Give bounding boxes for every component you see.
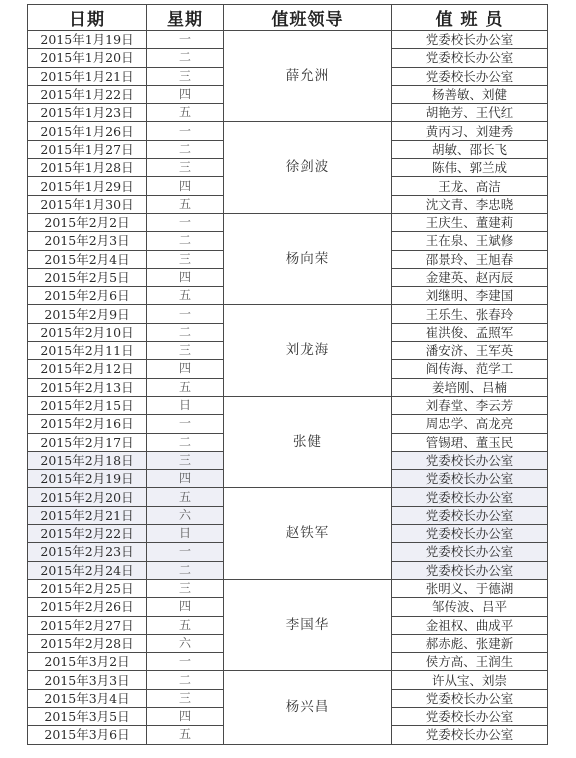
staff-cell: 金建英、赵丙辰 — [392, 268, 548, 286]
weekday-cell: 一 — [147, 305, 224, 323]
date-cell: 2015年2月3日 — [28, 232, 147, 250]
weekday-cell: 五 — [147, 726, 224, 744]
date-cell: 2015年2月15日 — [28, 396, 147, 414]
date-cell: 2015年2月24日 — [28, 561, 147, 579]
table-row — [28, 31, 548, 49]
date-cell: 2015年1月26日 — [28, 122, 147, 140]
date-cell: 2015年2月23日 — [28, 543, 147, 561]
weekday-cell: 四 — [147, 360, 224, 378]
staff-cell: 邹传波、吕平 — [392, 598, 548, 616]
staff-cell: 邵景玲、王旭春 — [392, 250, 548, 268]
date-cell: 2015年1月30日 — [28, 195, 147, 213]
date-cell: 2015年2月21日 — [28, 506, 147, 524]
weekday-cell: 一 — [147, 543, 224, 561]
weekday-cell: 五 — [147, 195, 224, 213]
date-cell: 2015年2月13日 — [28, 378, 147, 396]
staff-cell: 周忠学、高龙亮 — [392, 415, 548, 433]
staff-cell: 管锡珺、董玉民 — [392, 433, 548, 451]
weekday-cell: 六 — [147, 634, 224, 652]
weekday-cell: 二 — [147, 232, 224, 250]
staff-cell: 王庆生、董建莉 — [392, 213, 548, 231]
date-cell: 2015年2月22日 — [28, 525, 147, 543]
date-cell: 2015年2月27日 — [28, 616, 147, 634]
date-cell: 2015年2月4日 — [28, 250, 147, 268]
staff-cell: 黄丙习、刘建秀 — [392, 122, 548, 140]
staff-cell: 杨善敏、刘健 — [392, 85, 548, 103]
weekday-cell: 五 — [147, 378, 224, 396]
date-cell: 2015年1月21日 — [28, 67, 147, 85]
staff-cell: 胡敏、邵长飞 — [392, 140, 548, 158]
weekday-cell: 五 — [147, 104, 224, 122]
staff-cell: 郝赤彪、张建新 — [392, 634, 548, 652]
date-cell: 2015年2月12日 — [28, 360, 147, 378]
table-row — [28, 488, 548, 506]
roster-body — [28, 31, 548, 745]
weekday-cell: 二 — [147, 140, 224, 158]
staff-cell: 张明义、于德湖 — [392, 579, 548, 597]
weekday-cell: 日 — [147, 396, 224, 414]
weekday-cell: 四 — [147, 707, 224, 725]
date-cell: 2015年1月29日 — [28, 177, 147, 195]
leader-cell: 刘龙海 — [224, 305, 392, 396]
weekday-cell: 四 — [147, 598, 224, 616]
staff-cell: 王乐生、张春玲 — [392, 305, 548, 323]
weekday-cell: 五 — [147, 488, 224, 506]
weekday-cell: 五 — [147, 287, 224, 305]
staff-cell: 党委校长办公室 — [392, 31, 548, 49]
staff-cell: 党委校长办公室 — [392, 67, 548, 85]
staff-cell: 潘安济、王军英 — [392, 342, 548, 360]
weekday-cell: 一 — [147, 31, 224, 49]
date-cell: 2015年2月11日 — [28, 342, 147, 360]
header-leader: 值班领导 — [224, 5, 392, 31]
weekday-cell: 二 — [147, 671, 224, 689]
table-row — [28, 122, 548, 140]
date-cell: 2015年2月19日 — [28, 470, 147, 488]
weekday-cell: 四 — [147, 85, 224, 103]
leader-cell: 徐剑波 — [224, 122, 392, 213]
table-row — [28, 396, 548, 414]
staff-cell: 党委校长办公室 — [392, 707, 548, 725]
date-cell: 2015年2月17日 — [28, 433, 147, 451]
date-cell: 2015年3月6日 — [28, 726, 147, 744]
leader-cell: 张健 — [224, 396, 392, 487]
staff-cell: 胡艳芳、王代红 — [392, 104, 548, 122]
staff-cell: 党委校长办公室 — [392, 543, 548, 561]
date-cell: 2015年3月5日 — [28, 707, 147, 725]
weekday-cell: 三 — [147, 159, 224, 177]
staff-cell: 崔洪俊、孟照军 — [392, 323, 548, 341]
date-cell: 2015年1月22日 — [28, 85, 147, 103]
date-cell: 2015年3月2日 — [28, 653, 147, 671]
weekday-cell: 四 — [147, 470, 224, 488]
date-cell: 2015年2月9日 — [28, 305, 147, 323]
weekday-cell: 二 — [147, 323, 224, 341]
date-cell: 2015年2月25日 — [28, 579, 147, 597]
staff-cell: 刘继明、李建国 — [392, 287, 548, 305]
date-cell: 2015年2月16日 — [28, 415, 147, 433]
staff-cell: 沈文青、李忠晓 — [392, 195, 548, 213]
staff-cell: 党委校长办公室 — [392, 561, 548, 579]
weekday-cell: 日 — [147, 525, 224, 543]
weekday-cell: 四 — [147, 177, 224, 195]
weekday-cell: 六 — [147, 506, 224, 524]
weekday-cell: 一 — [147, 653, 224, 671]
leader-cell: 杨兴昌 — [224, 671, 392, 744]
leader-cell: 李国华 — [224, 579, 392, 670]
staff-cell: 党委校长办公室 — [392, 49, 548, 67]
weekday-cell: 二 — [147, 561, 224, 579]
date-cell: 2015年2月5日 — [28, 268, 147, 286]
header-row — [28, 5, 548, 31]
date-cell: 2015年1月19日 — [28, 31, 147, 49]
staff-cell: 王龙、高洁 — [392, 177, 548, 195]
weekday-cell: 三 — [147, 579, 224, 597]
date-cell: 2015年2月20日 — [28, 488, 147, 506]
table-row — [28, 671, 548, 689]
header-staff: 值 班 员 — [392, 5, 548, 31]
weekday-cell: 三 — [147, 689, 224, 707]
weekday-cell: 四 — [147, 268, 224, 286]
staff-cell: 阎传海、范学工 — [392, 360, 548, 378]
staff-cell: 党委校长办公室 — [392, 506, 548, 524]
weekday-cell: 二 — [147, 433, 224, 451]
date-cell: 2015年2月2日 — [28, 213, 147, 231]
weekday-cell: 一 — [147, 213, 224, 231]
date-cell: 2015年2月6日 — [28, 287, 147, 305]
header-date: 日期 — [28, 5, 147, 31]
weekday-cell: 一 — [147, 122, 224, 140]
weekday-cell: 三 — [147, 451, 224, 469]
table-row — [28, 579, 548, 597]
leader-cell: 薛允洲 — [224, 31, 392, 122]
staff-cell: 姜培刚、吕楠 — [392, 378, 548, 396]
date-cell: 2015年2月28日 — [28, 634, 147, 652]
staff-cell: 王在泉、王斌修 — [392, 232, 548, 250]
date-cell: 2015年2月26日 — [28, 598, 147, 616]
date-cell: 2015年1月23日 — [28, 104, 147, 122]
table-row — [28, 213, 548, 231]
staff-cell: 党委校长办公室 — [392, 726, 548, 744]
staff-cell: 党委校长办公室 — [392, 488, 548, 506]
header-weekday: 星期 — [147, 5, 224, 31]
weekday-cell: 一 — [147, 415, 224, 433]
weekday-cell: 三 — [147, 342, 224, 360]
date-cell: 2015年2月10日 — [28, 323, 147, 341]
duty-roster-table — [27, 4, 548, 745]
leader-cell: 杨向荣 — [224, 213, 392, 304]
date-cell: 2015年1月28日 — [28, 159, 147, 177]
weekday-cell: 三 — [147, 67, 224, 85]
staff-cell: 党委校长办公室 — [392, 451, 548, 469]
staff-cell: 党委校长办公室 — [392, 470, 548, 488]
date-cell: 2015年2月18日 — [28, 451, 147, 469]
date-cell: 2015年1月20日 — [28, 49, 147, 67]
date-cell: 2015年3月4日 — [28, 689, 147, 707]
staff-cell: 侯方高、王润生 — [392, 653, 548, 671]
date-cell: 2015年3月3日 — [28, 671, 147, 689]
date-cell: 2015年1月27日 — [28, 140, 147, 158]
weekday-cell: 二 — [147, 49, 224, 67]
staff-cell: 许从宝、刘崇 — [392, 671, 548, 689]
staff-cell: 刘春堂、李云芳 — [392, 396, 548, 414]
weekday-cell: 三 — [147, 250, 224, 268]
staff-cell: 党委校长办公室 — [392, 525, 548, 543]
weekday-cell: 五 — [147, 616, 224, 634]
staff-cell: 金祖权、曲成平 — [392, 616, 548, 634]
staff-cell: 陈伟、郭兰成 — [392, 159, 548, 177]
leader-cell: 赵铁军 — [224, 488, 392, 579]
table-row — [28, 305, 548, 323]
staff-cell: 党委校长办公室 — [392, 689, 548, 707]
